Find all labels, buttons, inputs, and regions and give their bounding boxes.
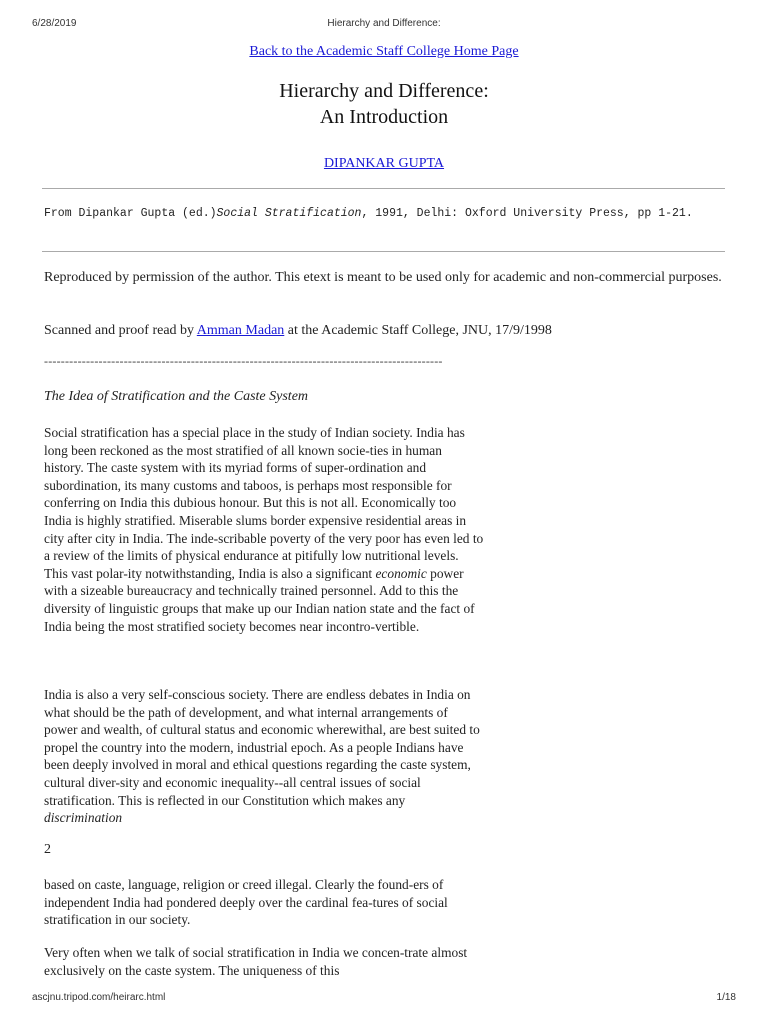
permission-note: Reproduced by permission of the author. This etext is meant to be used only for academic and non-commercial purposes. [44, 270, 722, 285]
dashed-separator: ----------------------------------------------------------------------------------------------- [44, 354, 443, 368]
paragraph-2-emphasis: discrimination [44, 810, 123, 826]
scanner-link[interactable]: Amman Madan [196, 323, 285, 338]
paragraph-1-text-b: power with a sizeable bureaucracy and technically trained personnel. Add to this the diversity of linguistic groups that make up our Indian nation state and the fact of India being the most stratified society becomes near incontro-vertible. [44, 565, 475, 634]
author-link[interactable]: DIPANKAR GUPTA [323, 156, 445, 171]
title-line-1: Hierarchy and Difference: [279, 80, 489, 102]
paragraph-4: Very often when we talk of social stratification in India we concen-trate almost exclusively on the caste system. The uniqueness of this [44, 945, 468, 978]
print-footer [32, 992, 736, 1006]
page-marker: 2 [44, 842, 51, 857]
citation-book: Social Stratification [216, 207, 362, 220]
paragraph-2-text: India is also a very self-conscious society. There are endless debates in India on what should be the path of development, and what internal arrangements of power and wealth, of cultural status and economic wherewithal, are best suited to propel the country into the modern, industrial epoch. As a people Indians have been deeply involved in moral and ethical questions regarding the caste system, cultural diver-sity and economic inequality--all central issues of social stratification. This is reflected in our Constitution which makes any [44, 687, 480, 808]
paragraph-1 [44, 424, 484, 635]
back-home-link[interactable]: Back to the Academic Staff College Home Page [249, 44, 519, 59]
citation-prefix: From Dipankar Gupta (ed.) [44, 207, 217, 220]
citation [44, 206, 724, 221]
section-title: The Idea of Stratification and the Caste System [44, 389, 309, 404]
print-date: 6/28/2019 [32, 18, 77, 29]
scan-prefix: Scanned and proof read by [44, 323, 197, 338]
paragraph-3: based on caste, language, religion or creed illegal. Clearly the found-ers of independent India had pondered deeply over the cardinal fea-tures of social stratification in our society. [44, 877, 448, 928]
divider-bottom [42, 251, 725, 252]
back-link-container [0, 44, 768, 60]
print-page-number: 1/18 [716, 992, 736, 1003]
paragraph-2 [44, 686, 484, 827]
title-line-2: An Introduction [319, 106, 449, 128]
divider-top [42, 188, 725, 189]
print-url: ascjnu.tripod.com/heirarc.html [32, 992, 166, 1003]
print-page-title: Hierarchy and Difference: [327, 18, 441, 29]
author-container [0, 156, 768, 172]
print-header [32, 18, 736, 32]
document-title [0, 78, 768, 130]
paragraph-1-text-a: Social stratification has a special place in the study of Indian society. India has long been reckoned as the most stratified of all known socie-ties in human history. The caste system with its myriad forms of super-ordination and subordination, its many customs and taboos, is perhaps most responsible for conferring on India this dubious honour. But this is not all. Economically too India is highly stratified. Miserable slums border expensive residential areas in city after city in India. The inde-scribable poverty of the very poor has even led to a review of the limits of physical endurance at pitifully low nutritional levels. This vast polar-ity notwithstanding, India is also a significant [44, 425, 484, 581]
scan-suffix: at the Academic Staff College, JNU, 17/9/1998 [284, 323, 552, 338]
paragraph-1-emphasis: economic [375, 565, 427, 581]
scan-credit [44, 322, 724, 340]
citation-suffix: , 1991, Delhi: Oxford University Press, pp 1-21. [361, 207, 693, 220]
